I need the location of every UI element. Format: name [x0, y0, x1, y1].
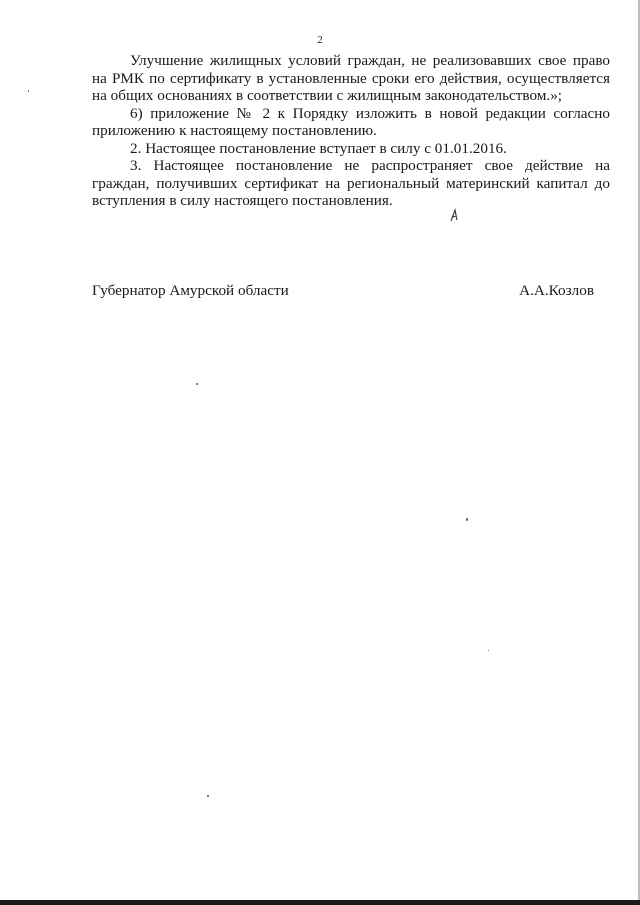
- signatory-position: Губернатор Амурской области: [92, 282, 289, 299]
- paragraph-effective-date: 2. Настоящее постановление вступает в силу с 01.01.2016.: [130, 139, 507, 157]
- scan-speck: [196, 383, 198, 385]
- paragraph-housing-conditions: Улучшение жилищных условий граждан, не реализовавших свое право на РМК по сертификату в установленные сроки его действия, осуществляется на общих основаниях в соответствии с жилищным законодательством.»;: [92, 52, 610, 104]
- page-number: 2: [317, 34, 323, 46]
- scan-speck: [466, 518, 468, 521]
- signatory-name: А.А.Козлов: [519, 282, 594, 299]
- scan-speck: [207, 795, 209, 797]
- paragraph-scope: 3. Настоящее постановление не распространяет свое действие на граждан, получивших сертификат на региональный материнский капитал до вступления в силу настоящего постановления.: [92, 157, 610, 209]
- paragraph-appendix-2: 6) приложение № 2 к Порядку изложить в новой редакции согласно приложению к настоящему постановлению.: [92, 104, 610, 139]
- handwritten-mark-icon: [448, 208, 460, 222]
- document-body: [92, 52, 610, 210]
- scan-speck: [488, 650, 489, 651]
- scan-speck: [28, 90, 29, 92]
- scan-bottom-border: [0, 900, 640, 905]
- signature-block: [92, 282, 594, 300]
